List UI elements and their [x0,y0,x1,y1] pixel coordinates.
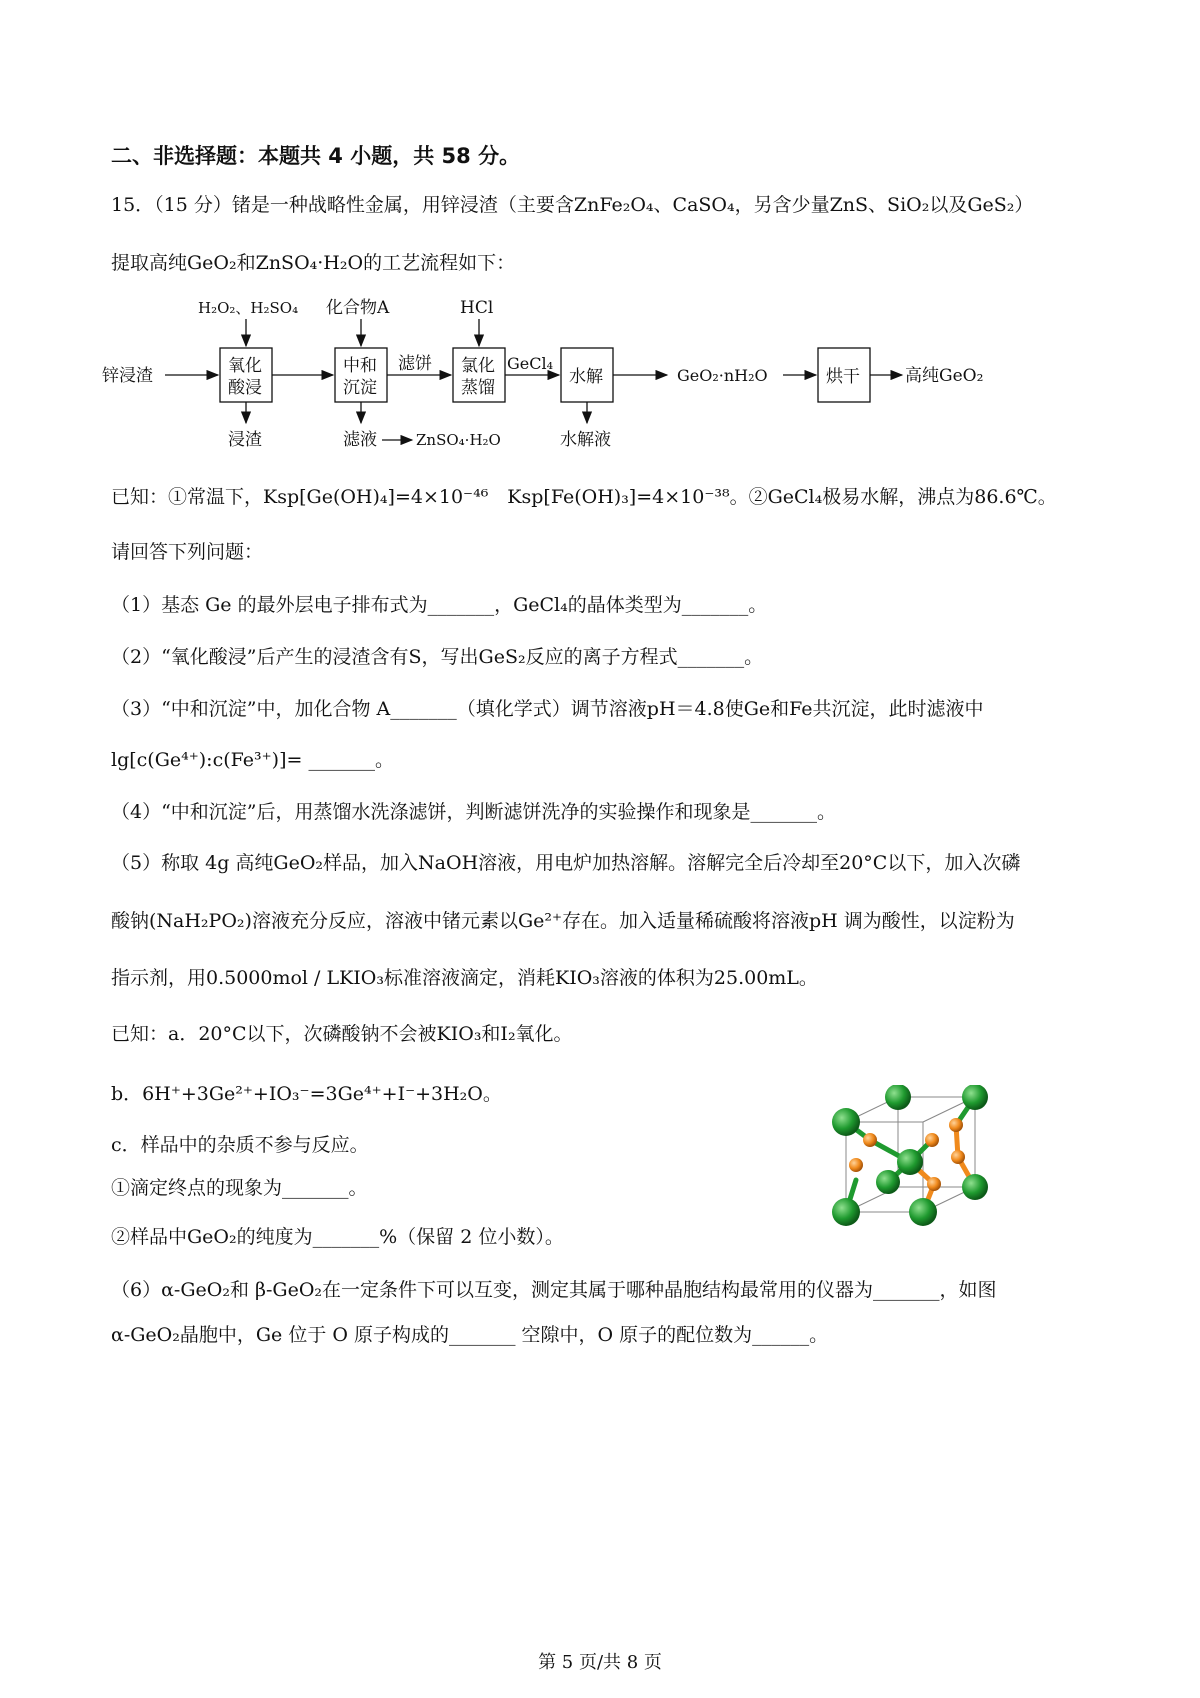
q15-part4: （4）“中和沉淀”后，用蒸馏水洗涤滤饼，判断滤饼洗净的实验操作和现象是_______。 [111,801,837,823]
flow-box3-line2: 蒸馏 [461,378,495,398]
flow-box2-line2: 沉淀 [343,378,377,398]
flow-box4-output: 水解液 [560,430,611,450]
q15-known-1: 已知：①常温下，Ksp[Ge(OH)₄]=4×10⁻⁴⁶ Ksp[Fe(OH)₃]=4×10⁻³⁸。②GeCl₄极易水解，沸点为86.6℃。 [111,486,1057,508]
q15-part3-line2: lg[c(Ge⁴⁺):c(Fe³⁺)]= _______。 [111,749,394,771]
flow-box1-input: H₂O₂、H₂SO₄ [198,299,299,317]
crystal-cell-figure [828,1085,1068,1245]
flow-arrow12-label: 滤饼 [398,354,432,374]
flow-box1-output: 浸渣 [228,430,262,450]
flow-box5-label: 烘干 [826,367,860,387]
q15-known2-b: b．6H⁺+3Ge²⁺+IO₃⁻=3Ge⁴⁺+I⁻+3H₂O。 [111,1083,502,1105]
process-flow-diagram [100,295,1100,465]
q15-part6-line1: （6）α-GeO₂和 β-GeO₂在一定条件下可以互变，测定其属于哪种晶胞结构最常用的仪器为_______，如图 [111,1279,997,1301]
q15-known2-c: c．样品中的杂质不参与反应。 [111,1134,369,1156]
q15-part2: （2）“氧化酸浸”后产生的浸渣含有S，写出GeS₂反应的离子方程式_______。 [111,646,764,668]
flow-box4-label: 水解 [569,367,603,387]
flow-box1-line1: 氧化 [228,356,262,376]
flow-box1-line2: 酸浸 [228,378,262,398]
flow-box2-line1: 中和 [343,356,377,376]
q15-intro-line2: 提取高纯GeO₂和ZnSO₄·H₂O的工艺流程如下： [111,252,516,274]
flow-intermediate: GeO₂·nH₂O [677,366,768,385]
section-title: 二、非选择题：本题共 4 小题，共 58 分。 [111,144,521,168]
q15-part3-line1: （3）“中和沉淀”中，加化合物 A_______（填化学式）调节溶液pH＝4.8使Ge和Fe共沉淀，此时滤液中 [111,698,984,720]
q15-part5-line2: 酸钠(NaH₂PO₂)溶液充分反应，溶液中锗元素以Ge²⁺存在。加入适量稀硫酸将溶液pH 调为酸性，以淀粉为 [111,910,1015,932]
q15-sub1: ①滴定终点的现象为_______。 [111,1177,368,1199]
q15-part6-line2: α-GeO₂晶胞中，Ge 位于 O 原子构成的_______ 空隙中，O 原子的配位数为______。 [111,1324,829,1346]
q15-intro-line1: 15．（15 分）锗是一种战略性金属，用锌浸渣（主要含ZnFe₂O₄、CaSO₄，另含少量ZnS、SiO₂以及GeS₂） [111,194,1034,216]
q15-sub2: ②样品中GeO₂的纯度为_______%（保留 2 位小数）。 [111,1226,564,1248]
q15-ask: 请回答下列问题： [111,541,264,563]
flow-end-product: 高纯GeO₂ [905,366,984,386]
flow-box2-product: ZnSO₄·H₂O [416,431,501,449]
flow-start: 锌浸渣 [102,366,153,386]
flow-box3-line1: 氯化 [461,356,495,376]
q15-part5-line1: （5）称取 4g 高纯GeO₂样品，加入NaOH溶液，用电炉加热溶解。溶解完全后冷却至20°C以下，加入次磷 [111,852,1021,874]
q15-part5-line3: 指示剂，用0.5000mol / LKIO₃标准溶液滴定，消耗KIO₃溶液的体积为25.00mL。 [111,967,818,989]
flow-box2-output: 滤液 [343,430,377,450]
flow-box2-input: 化合物A [326,298,390,318]
q15-known2-a: 已知：a．20°C以下，次磷酸钠不会被KIO₃和I₂氧化。 [111,1023,573,1045]
flow-arrow34-label: GeCl₄ [507,354,554,373]
q15-part1: （1）基态 Ge 的最外层电子排布式为_______，GeCl₄的晶体类型为_______。 [111,594,768,616]
page-footer: 第 5 页/共 8 页 [538,1652,662,1673]
flow-box3-input: HCl [460,298,494,318]
